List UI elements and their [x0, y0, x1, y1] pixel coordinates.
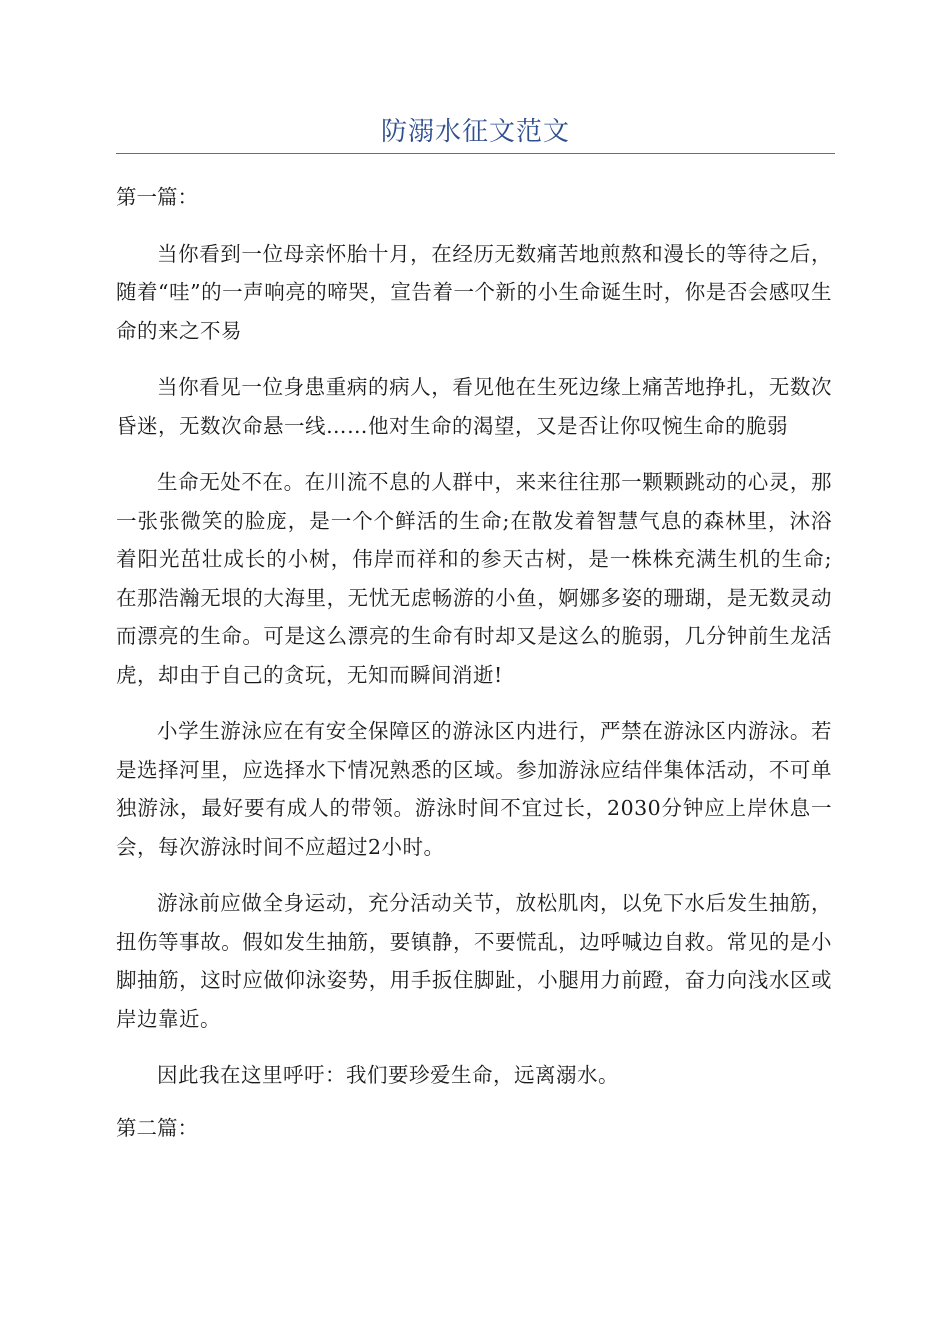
paragraph: 因此我在这里呼吁：我们要珍爱生命，远离溺水。	[157, 1063, 619, 1087]
paragraph: 小学生游泳应在有安全保障区的游泳区内进行，严禁在游泳区内游泳。若是选择河里，应选择水下情况熟悉的区域。参加游泳应结伴集体活动，不可单独游泳，最好要有成人的带领。游泳时间不宜过长，2030分钟应上岸休息一会，每次游泳时间不应超过2小时。	[116, 719, 832, 859]
paragraph: 游泳前应做全身运动，充分活动关节，放松肌肉，以免下水后发生抽筋，扭伤等事故。假如发生抽筋，要镇静，不要慌乱，边呼喊边自救。常见的是小脚抽筋，这时应做仰泳姿势，用手扳住脚趾，小腿用力前蹬，奋力向浅水区或岸边靠近。	[116, 891, 832, 1031]
section-label: 第二篇：	[116, 1115, 198, 1140]
section-label: 第一篇：	[116, 185, 198, 209]
document-title: 防溺水征文范文	[380, 117, 570, 147]
paragraph: 生命无处不在。在川流不息的人群中，来来往往那一颗颗跳动的心灵，那一张张微笑的脸庞，是一个个鲜活的生命;在散发着智慧气息的森林里，沐浴着阳光茁壮成长的小树，伟岸而祥和的参天古树，是一株株充满生机的生命;在那浩瀚无垠的大海里，无忧无虑畅游的小鱼，婀娜多姿的珊瑚，是无数灵动而漂亮的生命。可是这么漂亮的生命有时却又是这么的脆弱，几分钟前生龙活虎，却由于自己的贪玩，无知而瞬间消逝!	[116, 470, 832, 687]
title-underline	[116, 153, 835, 154]
document-body	[116, 168, 832, 1147]
paragraph: 当你看见一位身患重病的病人，看见他在生死边缘上痛苦地挣扎，无数次昏迷，无数次命悬一线……他对生命的渴望，又是否让你叹惋生命的脆弱	[116, 375, 832, 438]
paragraph: 当你看到一位母亲怀胎十月，在经历无数痛苦地煎熬和漫长的等待之后，随着“哇”的一声响亮的啼哭，宣告着一个新的小生命诞生时，你是否会感叹生命的来之不易	[116, 241, 832, 343]
